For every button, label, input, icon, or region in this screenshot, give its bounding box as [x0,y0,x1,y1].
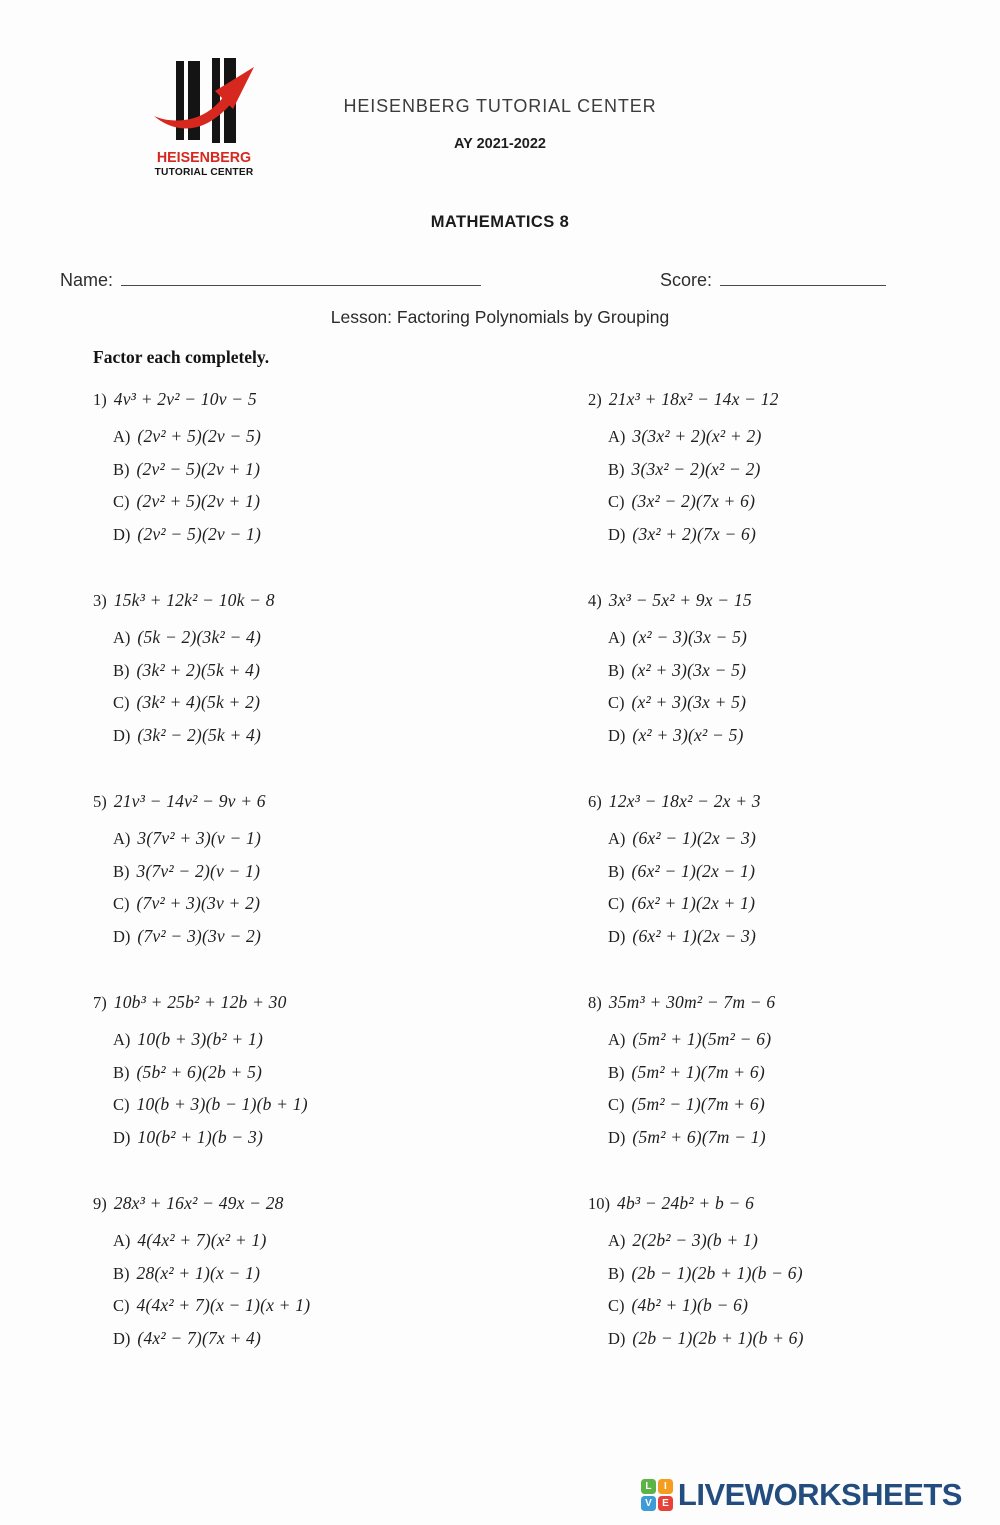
problem-2 [588,388,907,589]
choice-label: C) [113,894,130,913]
problem-5-choice-b[interactable] [113,860,588,884]
choice-label: A) [608,628,626,647]
choice-label: D) [113,1328,131,1348]
problem-4-choice-c[interactable] [608,691,907,715]
choice-label: D) [113,524,131,544]
problem-9-choice-d[interactable] [113,1327,588,1351]
choice-label: C) [113,492,130,511]
choice-expression: (4b² + 1)(b − 6) [631,1295,749,1315]
choice-label: B) [113,1263,130,1283]
choice-expression: 10(b + 3)(b² + 1) [137,1029,263,1049]
choice-expression: 4(4x² + 7)(x − 1)(x + 1) [136,1295,311,1315]
problem-9 [93,1192,588,1393]
problem-10-choice-d[interactable] [608,1327,907,1351]
choice-expression: (2b − 1)(2b + 1)(b + 6) [632,1327,804,1348]
problem-1-choice-d[interactable] [113,523,588,547]
choice-expression: (x² − 3)(3x − 5) [632,627,748,647]
choice-label: B) [608,660,625,680]
problems-grid [93,388,907,1393]
choice-expression: 3(7v² − 2)(v − 1) [136,860,261,881]
problem-4-choice-b[interactable] [608,659,907,683]
problem-1-statement [93,388,588,412]
choice-label: C) [113,1296,130,1315]
choice-label: C) [608,894,625,913]
choice-label: D) [608,1328,626,1348]
problem-9-choice-b[interactable] [113,1262,588,1286]
choice-expression: 10(b² + 1)(b − 3) [137,1126,263,1147]
problem-3-statement [93,589,588,613]
choice-label: D) [608,725,626,745]
lw-square-i: I [658,1479,673,1494]
problem-number: 7) [93,993,107,1012]
problem-5-statement [93,790,588,814]
instruction: Factor each completely. [93,347,270,367]
academic-year: AY 2021-2022 [454,136,546,152]
problem-2-choice-d[interactable] [608,523,907,547]
choice-expression: 3(7v² + 3)(v − 1) [137,828,262,848]
choice-label: D) [113,926,131,946]
problem-7-choice-a[interactable] [113,1028,588,1052]
problem-1-choice-b[interactable] [113,458,588,482]
choice-label: D) [608,524,626,544]
choice-expression: (4x² − 7)(7x + 4) [137,1327,262,1348]
problem-expression: 4v³ + 2v² − 10v − 5 [113,389,257,409]
problem-9-choice-a[interactable] [113,1229,588,1253]
choice-expression: (5k − 2)(3k² − 4) [137,627,262,647]
problem-6-choice-d[interactable] [608,925,907,949]
problem-3-choice-b[interactable] [113,659,588,683]
name-label: Name: [60,270,114,290]
problem-4-choice-a[interactable] [608,626,907,650]
logo-wordmark-line2: TUTORIAL CENTER [154,166,254,178]
choice-label: A) [113,829,131,848]
lw-square-l: L [641,1479,656,1494]
choice-expression: (3k² + 4)(5k + 2) [136,692,261,712]
problem-number: 1) [93,390,107,409]
problem-expression: 21x³ + 18x² − 14x − 12 [608,389,779,409]
choice-label: C) [113,693,130,712]
score-input-line[interactable] [720,270,886,286]
lw-square-v: V [641,1496,656,1511]
choice-label: D) [608,1127,626,1147]
problem-number: 5) [93,792,107,811]
score-field [660,270,886,291]
problem-expression: 21v³ − 14v² − 9v + 6 [113,791,266,811]
choice-label: A) [608,829,626,848]
problem-expression: 28x³ + 16x² − 49x − 28 [113,1193,284,1213]
problem-10-choice-a[interactable] [608,1229,907,1253]
problem-number: 6) [588,792,602,811]
choice-expression: (x² + 3)(x² − 5) [632,724,744,745]
problem-6-choice-c[interactable] [608,892,907,916]
choice-label: C) [608,492,625,511]
footer [641,1477,962,1513]
problem-7-choice-c[interactable] [113,1093,588,1117]
choice-expression: (5m² + 1)(5m² − 6) [632,1029,772,1049]
liveworksheets-wordmark: LIVEWORKSHEETS [677,1477,962,1512]
choice-expression: (2v² + 5)(2v − 5) [137,426,262,446]
choice-expression: (5m² + 1)(7m + 6) [631,1061,765,1082]
choice-label: A) [608,427,626,446]
problem-expression: 10b³ + 25b² + 12b + 30 [113,992,287,1012]
problem-10-choice-c[interactable] [608,1294,907,1318]
problem-8-choice-c[interactable] [608,1093,907,1117]
choice-expression: (2v² + 5)(2v + 1) [136,491,261,511]
problem-8-choice-b[interactable] [608,1061,907,1085]
problem-7 [93,991,588,1192]
name-input-line[interactable] [121,270,481,286]
choice-label: A) [608,1030,626,1049]
choice-label: D) [113,725,131,745]
choice-expression: (2b − 1)(2b + 1)(b − 6) [631,1262,803,1283]
problem-6-statement [588,790,907,814]
choice-expression: 4(4x² + 7)(x² + 1) [137,1230,267,1250]
problem-2-statement [588,388,907,412]
choice-expression: (5m² − 1)(7m + 6) [631,1094,765,1114]
choice-expression: (6x² + 1)(2x + 1) [631,893,756,913]
choice-label: C) [608,1095,625,1114]
problem-10-statement [588,1192,907,1216]
problem-8-choice-a[interactable] [608,1028,907,1052]
choice-label: C) [608,1296,625,1315]
choice-label: C) [113,1095,130,1114]
problem-number: 3) [93,591,107,610]
choice-expression: (3x² + 2)(7x − 6) [632,523,757,544]
problem-number: 2) [588,390,602,409]
choice-label: B) [113,1062,130,1082]
problem-3 [93,589,588,790]
org-title: HEISENBERG TUTORIAL CENTER [343,96,657,116]
problem-6 [588,790,907,991]
problem-2-choice-b[interactable] [608,458,907,482]
choice-expression: 2(2b² − 3)(b + 1) [632,1230,758,1250]
problem-expression: 3x³ − 5x² + 9x − 15 [608,590,752,610]
choice-label: A) [113,628,131,647]
problem-5-choice-a[interactable] [113,827,588,851]
choice-expression: (3x² − 2)(7x + 6) [631,491,756,511]
choice-label: C) [608,693,625,712]
choice-label: A) [113,427,131,446]
choice-label: D) [608,926,626,946]
choice-label: B) [113,660,130,680]
liveworksheets-logo[interactable] [641,1477,962,1513]
problem-8-statement [588,991,907,1015]
choice-label: A) [608,1231,626,1250]
problem-7-statement [93,991,588,1015]
choice-expression: (5m² + 6)(7m − 1) [632,1126,766,1147]
problem-4-statement [588,589,907,613]
choice-expression: (3k² − 2)(5k + 4) [137,724,262,745]
choice-label: B) [608,861,625,881]
choice-label: B) [113,459,130,479]
problem-number: 4) [588,591,602,610]
problem-expression: 4b³ − 24b² + b − 6 [617,1193,755,1213]
lesson-title: Lesson: Factoring Polynomials by Grouping [330,307,670,327]
problem-10 [588,1192,907,1393]
choice-expression: (6x² + 1)(2x − 3) [632,925,757,946]
problem-9-statement [93,1192,588,1216]
choice-label: B) [608,1062,625,1082]
problem-7-choice-b[interactable] [113,1061,588,1085]
choice-expression: 3(3x² + 2)(x² + 2) [632,426,762,446]
choice-label: A) [113,1030,131,1049]
choice-expression: 10(b + 3)(b − 1)(b + 1) [136,1094,308,1114]
problem-5-choice-d[interactable] [113,925,588,949]
choice-expression: (5b² + 6)(2b + 5) [136,1061,263,1082]
choice-expression: (6x² − 1)(2x − 3) [632,828,757,848]
choice-label: B) [608,459,625,479]
problem-3-choice-d[interactable] [113,724,588,748]
choice-expression: (2v² − 5)(2v − 1) [137,523,262,544]
problem-7-choice-d[interactable] [113,1126,588,1150]
problem-number: 9) [93,1194,107,1213]
choice-expression: (x² + 3)(3x + 5) [631,692,747,712]
problem-4-choice-d[interactable] [608,724,907,748]
problem-2-choice-a[interactable] [608,425,907,449]
choice-label: B) [113,861,130,881]
problem-9-choice-c[interactable] [113,1294,588,1318]
choice-expression: 3(3x² − 2)(x² − 2) [631,458,761,479]
score-label: Score: [660,270,713,290]
problem-8 [588,991,907,1192]
problem-6-choice-a[interactable] [608,827,907,851]
choice-expression: (7v² − 3)(3v − 2) [137,925,262,946]
name-field [60,270,481,291]
subject-title: MATHEMATICS 8 [430,213,570,231]
choice-expression: (7v² + 3)(3v + 2) [136,893,261,913]
choice-expression: (x² + 3)(3x − 5) [631,659,747,680]
choice-expression: (3k² + 2)(5k + 4) [136,659,261,680]
problem-1 [93,388,588,589]
problem-1-choice-a[interactable] [113,425,588,449]
problem-10-choice-b[interactable] [608,1262,907,1286]
problem-8-choice-d[interactable] [608,1126,907,1150]
problem-5 [93,790,588,991]
problem-2-choice-c[interactable] [608,490,907,514]
problem-1-choice-c[interactable] [113,490,588,514]
problem-expression: 15k³ + 12k² − 10k − 8 [113,590,275,610]
choice-expression: (6x² − 1)(2x − 1) [631,860,756,881]
choice-label: D) [113,1127,131,1147]
problem-number: 8) [588,993,602,1012]
lw-square-e: E [658,1496,673,1511]
choice-expression: 28(x² + 1)(x − 1) [136,1262,261,1283]
choice-label: B) [608,1263,625,1283]
problem-3-choice-a[interactable] [113,626,588,650]
problem-5-choice-c[interactable] [113,892,588,916]
problem-4 [588,589,907,790]
problem-number: 10) [588,1194,610,1213]
problem-6-choice-b[interactable] [608,860,907,884]
choice-label: A) [113,1231,131,1250]
problem-expression: 35m³ + 30m² − 7m − 6 [608,992,776,1012]
liveworksheets-grid-icon [641,1479,673,1511]
logo-wordmark-line1: HEISENBERG [156,149,252,166]
heisenberg-logo [150,56,258,178]
choice-expression: (2v² − 5)(2v + 1) [136,458,261,479]
problem-3-choice-c[interactable] [113,691,588,715]
problem-expression: 12x³ − 18x² − 2x + 3 [608,791,761,811]
